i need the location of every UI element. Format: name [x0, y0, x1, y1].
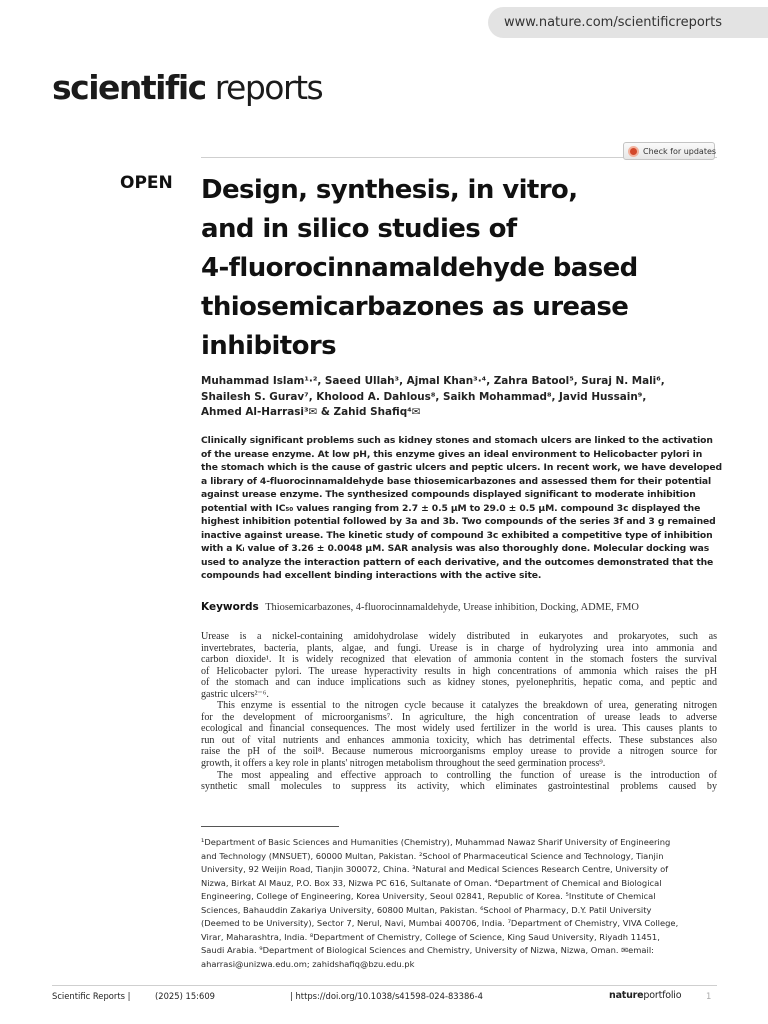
article-title [201, 171, 721, 366]
affiliation-line: Engineering, College of Engineering, Korea University, Seoul 02841, Republic of Korea. ⁵Institute of Chemical [201, 891, 656, 901]
abstract-line: the stomach which is the cause of gastric ulcers and peptic ulcers. In recent work, we have developed [201, 462, 723, 474]
page-number: 1 [706, 991, 712, 1001]
page-footer [52, 991, 717, 1005]
abstract-line: a library of 4-fluorocinnamaldehyde base thiosemicarbazones and assessed them for their potential [201, 475, 712, 487]
footer-issue: (2025) 15:609 [155, 991, 215, 1001]
abstract-line: with a Kᵢ value of 3.26 ± 0.0048 µM. SAR analysis was also thoroughly done. Molecular docking was [201, 543, 710, 555]
abstract [201, 434, 723, 583]
nature-portfolio-logo [609, 990, 681, 1001]
body-line: This enzyme is essential to the nitrogen cycle because it catalyzes the breakdown of urea, generating nitrogen [217, 700, 717, 712]
title-line: Design, synthesis, in vitro, [201, 175, 578, 205]
abstract-line: inactive against urease. The kinetic study of compound 3c exhibited a competitive type of inhibition [201, 529, 713, 541]
affiliation-line: University, 92 Weijin Road, Tianjin 300072, China. ³Natural and Medical Sciences Research Centre, University of [201, 864, 669, 874]
title-line: and in silico studies of [201, 214, 517, 244]
body-line: growth, it offers a key role in plants' nitrogen metabolism throughout the seed germination process⁹. [201, 758, 606, 770]
keywords-label: Keywords [201, 601, 259, 613]
author-list [201, 374, 721, 421]
logo-bold-part: scientific [52, 68, 206, 107]
body-line: of the stomach and can induce implications such as kidney stones, pyelonephritis, hepatic coma, and peptic and [201, 677, 717, 689]
abstract-line: against urease enzyme. The synthesized compounds displayed significant to moderate inhibition [201, 489, 696, 501]
logo-light-part: reports [214, 68, 323, 107]
abstract-line: compounds had excellent binding interactions with the active site. [201, 570, 542, 582]
footer-divider [52, 985, 717, 986]
affiliation-line: Nizwa, Birkat Al Mauz, P.O. Box 33, Nizwa PC 616, Sultanate of Oman. ⁴Department of Chemical and Biological [201, 877, 662, 888]
abstract-line: potential with IC₅₀ values ranging from 2.7 ± 0.5 µM to 29.0 ± 0.5 µM. compound 3c displayed the [201, 502, 701, 514]
author-line[interactable]: Shailesh S. Gurav⁷, Kholood A. Dahlous⁸, Saikh Mohammad⁸, Javid Hussain⁹, [201, 390, 647, 403]
affiliations [201, 836, 717, 971]
abstract-line: used to analyze the interaction pattern of each derivative, and the outcomes demonstrated that the [201, 556, 714, 568]
title-line: 4-fluorocinnamaldehyde based [201, 253, 638, 283]
title-line: thiosemicarbazones as urease [201, 292, 629, 322]
brand-light: portfolio [643, 990, 682, 1001]
body-line: raise the pH of the soil⁸. Because numerous microorganisms employ urease to provide a nitrogen source for [201, 746, 717, 758]
keywords-row [201, 601, 717, 613]
check-updates-label: Check for updates [643, 146, 717, 156]
keywords-list: Thiosemicarbazones, 4-fluorocinnamaldehyde, Urease inhibition, Docking, ADME, FMO [265, 602, 639, 613]
body-line: ecological and financial consequences. The most widely used fertilizer in the world is urea. This causes plants to [201, 723, 717, 735]
title-line: inhibitors [201, 331, 336, 361]
body-line: invertebrates, bacteria, plants, algae, and fungi. Urease is in charge of hydrolyzing urea into ammonia and [201, 642, 717, 654]
footnote-divider [201, 826, 339, 827]
brand-bold: nature [609, 990, 644, 1001]
affiliation-line: (Deemed to be University), Sector 7, Nerul, Navi, Mumbai 400706, India. ⁷Department of Chemistry, VIVA College, [201, 918, 679, 928]
body-line: for the development of microorganisms⁷. In agriculture, the high concentration of urease leads to adverse [201, 711, 717, 723]
body-line: run out of vital nutrients and enhances ammonia toxicity, which has detrimental effects. These substances also [201, 734, 717, 746]
body-line: The most appealing and effective approach to controlling the function of urease is the introduction of [217, 769, 717, 781]
body-line: of Helicobacter pylori. The urease hyperactivity results in high concentrations of ammonia which raises the pH [201, 665, 717, 677]
affiliation-line: and Technology (MNSUET), 60000 Multan, Pakistan. ²School of Pharmaceutical Science and Technology, Tianjin [201, 850, 664, 861]
footer-doi-link[interactable]: | https://doi.org/10.1038/s41598-024-83386-4 [290, 991, 483, 1001]
abstract-line: highest inhibition potential followed by 3a and 3b. Two compounds of the series 3f and 3 g remained [201, 516, 716, 528]
affiliation-line[interactable]: aharrasi@unizwa.edu.om; zahidshafiq@bzu.edu.pk [201, 958, 415, 969]
journal-logo[interactable] [52, 66, 322, 110]
abstract-line: Clinically significant problems such as kidney stones and stomach ulcers are linked to the activation [201, 435, 713, 446]
author-line[interactable]: Muhammad Islam¹·², Saeed Ullah³, Ajmal Khan³·⁴, Zahra Batool⁵, Suraj N. Mali⁶, [201, 375, 665, 387]
body-line: carbon dioxide¹. It is widely recognized that elevation of ammonia content in the stomach fosters the survival [201, 654, 717, 666]
body-line: gastric ulcers²⁻⁶. [201, 688, 269, 700]
affiliation-line: Virar, Maharashtra, India. ⁸Department of Chemistry, College of Science, King Saud University, Riyadh 11451, [201, 931, 660, 942]
affiliation-line: Sciences, Bahauddin Zakariya University, 60800 Multan, Pakistan. ⁶School of Pharmacy, D.Y. Patil University [201, 904, 652, 915]
body-line: synthetic small molecules to suppress its activity, which eliminates gastrointestinal problems caused by [201, 781, 717, 793]
check-updates-icon [628, 146, 639, 157]
open-access-label: OPEN [120, 173, 173, 193]
affiliation-line: Saudi Arabia. ⁹Department of Biological Sciences and Chemistry, University of Nizwa, Nizwa, Oman. ✉email: [201, 945, 654, 955]
body-line: Urease is a nickel-containing amidohydrolase widely distributed in eukaryotes and prokaryotes, such as [201, 631, 717, 642]
affiliation-line: ¹Department of Basic Sciences and Humanities (Chemistry), Muhammad Nawaz Sharif University of Engineering [201, 837, 671, 847]
body-text [201, 631, 717, 793]
abstract-line: of the urease enzyme. At low pH, this enzyme gives an ideal environment to Helicobacter pylori in [201, 448, 703, 460]
journal-url[interactable]: www.nature.com/scientificreports [504, 15, 723, 30]
footer-journal: Scientific Reports | [52, 991, 131, 1001]
author-line[interactable]: Ahmed Al-Harrasi³✉ & Zahid Shafiq⁴✉ [201, 406, 421, 418]
check-for-updates-button[interactable] [623, 142, 715, 160]
